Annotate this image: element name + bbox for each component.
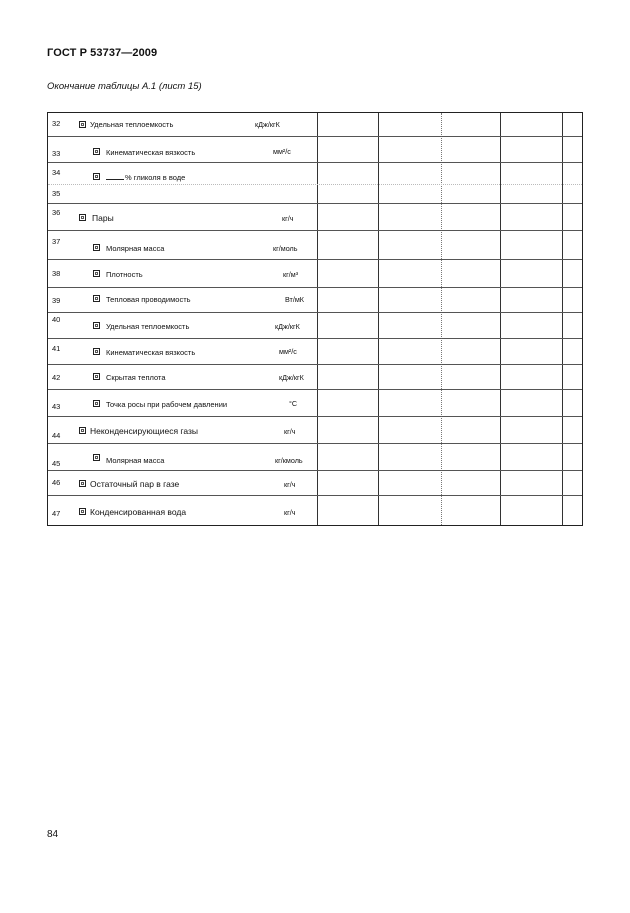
- table-caption: Окончание таблицы А.1 (лист 15): [47, 81, 202, 92]
- row-number: 41: [52, 344, 61, 353]
- row-label: Скрытая теплота: [106, 373, 166, 382]
- checkbox-icon[interactable]: [93, 244, 100, 251]
- row-number: 32: [52, 119, 61, 128]
- row-unit: кг/м³: [283, 270, 299, 279]
- data-table: [47, 112, 583, 526]
- row-label: Кинематическая вязкость: [106, 348, 196, 357]
- row-label: Конденсированная вода: [90, 507, 187, 517]
- row-number: 44: [52, 431, 61, 440]
- table-row: [48, 471, 582, 496]
- row-label: Остаточный пар в газе: [90, 479, 180, 489]
- row-label: Удельная теплоемкость: [106, 322, 190, 331]
- checkbox-icon[interactable]: [93, 322, 100, 329]
- row-number: 37: [52, 237, 61, 246]
- row-unit: кДж/кгК: [275, 322, 300, 331]
- row-label: [106, 173, 185, 182]
- row-unit: кг/ч: [284, 480, 296, 489]
- row-unit: °С: [289, 399, 298, 408]
- checkbox-icon[interactable]: [79, 508, 86, 515]
- row-unit: кДж/кгК: [255, 120, 280, 129]
- row-unit: мм²/с: [273, 147, 291, 156]
- table-row: [48, 288, 582, 313]
- checkbox-icon[interactable]: [93, 295, 100, 302]
- row-label: Тепловая проводимость: [106, 295, 191, 304]
- row-label: Удельная теплоемкость: [90, 120, 174, 129]
- row-label: Молярная масса: [106, 244, 165, 253]
- checkbox-icon[interactable]: [93, 348, 100, 355]
- row-number: 34: [52, 168, 61, 177]
- checkbox-icon[interactable]: [93, 373, 100, 380]
- table-row: [48, 444, 582, 471]
- row-number: 45: [52, 459, 61, 468]
- checkbox-icon[interactable]: [79, 427, 86, 434]
- checkbox-icon[interactable]: [93, 148, 100, 155]
- row-number: 40: [52, 315, 61, 324]
- row-unit: кг/кмоль: [275, 456, 303, 465]
- row-number: 33: [52, 149, 61, 158]
- checkbox-icon[interactable]: [93, 454, 100, 461]
- checkbox-icon[interactable]: [93, 173, 100, 180]
- table-row: [48, 163, 582, 185]
- row-unit: Вт/мК: [285, 295, 304, 304]
- table-row: [48, 113, 582, 137]
- row-number: 38: [52, 269, 61, 278]
- checkbox-icon[interactable]: [79, 480, 86, 487]
- table-row: [48, 231, 582, 260]
- row-label: Точка росы при рабочем давлении: [106, 400, 228, 409]
- row-unit: кг/ч: [282, 214, 294, 223]
- table-row: [48, 417, 582, 444]
- table-row: [48, 313, 582, 339]
- checkbox-icon[interactable]: [93, 270, 100, 277]
- row-number: 35: [52, 189, 61, 198]
- row-number: 47: [52, 509, 61, 518]
- row-unit: кг/моль: [273, 244, 298, 253]
- row-label: Пары: [92, 213, 114, 223]
- page-number: 84: [47, 829, 59, 840]
- table-row: [48, 204, 582, 231]
- table-row: [48, 185, 582, 204]
- row-unit: мм²/с: [279, 347, 297, 356]
- row-number: 46: [52, 478, 61, 487]
- row-number: 43: [52, 402, 61, 411]
- row-label: Кинематическая вязкость: [106, 148, 196, 157]
- checkbox-icon[interactable]: [79, 121, 86, 128]
- document-standard-title: ГОСТ Р 53737—2009: [47, 47, 158, 59]
- table-row: [48, 339, 582, 365]
- table-row: [48, 137, 582, 163]
- row-label-text: % гликоля в воде: [125, 173, 186, 182]
- checkbox-icon[interactable]: [79, 214, 86, 221]
- row-label: Плотность: [106, 270, 143, 279]
- row-label: Неконденсирующиеся газы: [90, 426, 198, 436]
- row-unit: кДж/кгК: [279, 373, 304, 382]
- row-number: 42: [52, 373, 61, 382]
- row-unit: кг/ч: [284, 427, 296, 436]
- table-row: [48, 365, 582, 390]
- checkbox-icon[interactable]: [93, 400, 100, 407]
- row-label: Молярная масса: [106, 456, 165, 465]
- table-row: [48, 390, 582, 417]
- row-number: 39: [52, 296, 61, 305]
- row-unit: кг/ч: [284, 508, 296, 517]
- fill-in-blank[interactable]: [106, 179, 124, 180]
- table-row: [48, 496, 582, 525]
- row-number: 36: [52, 208, 61, 217]
- table-row: [48, 260, 582, 288]
